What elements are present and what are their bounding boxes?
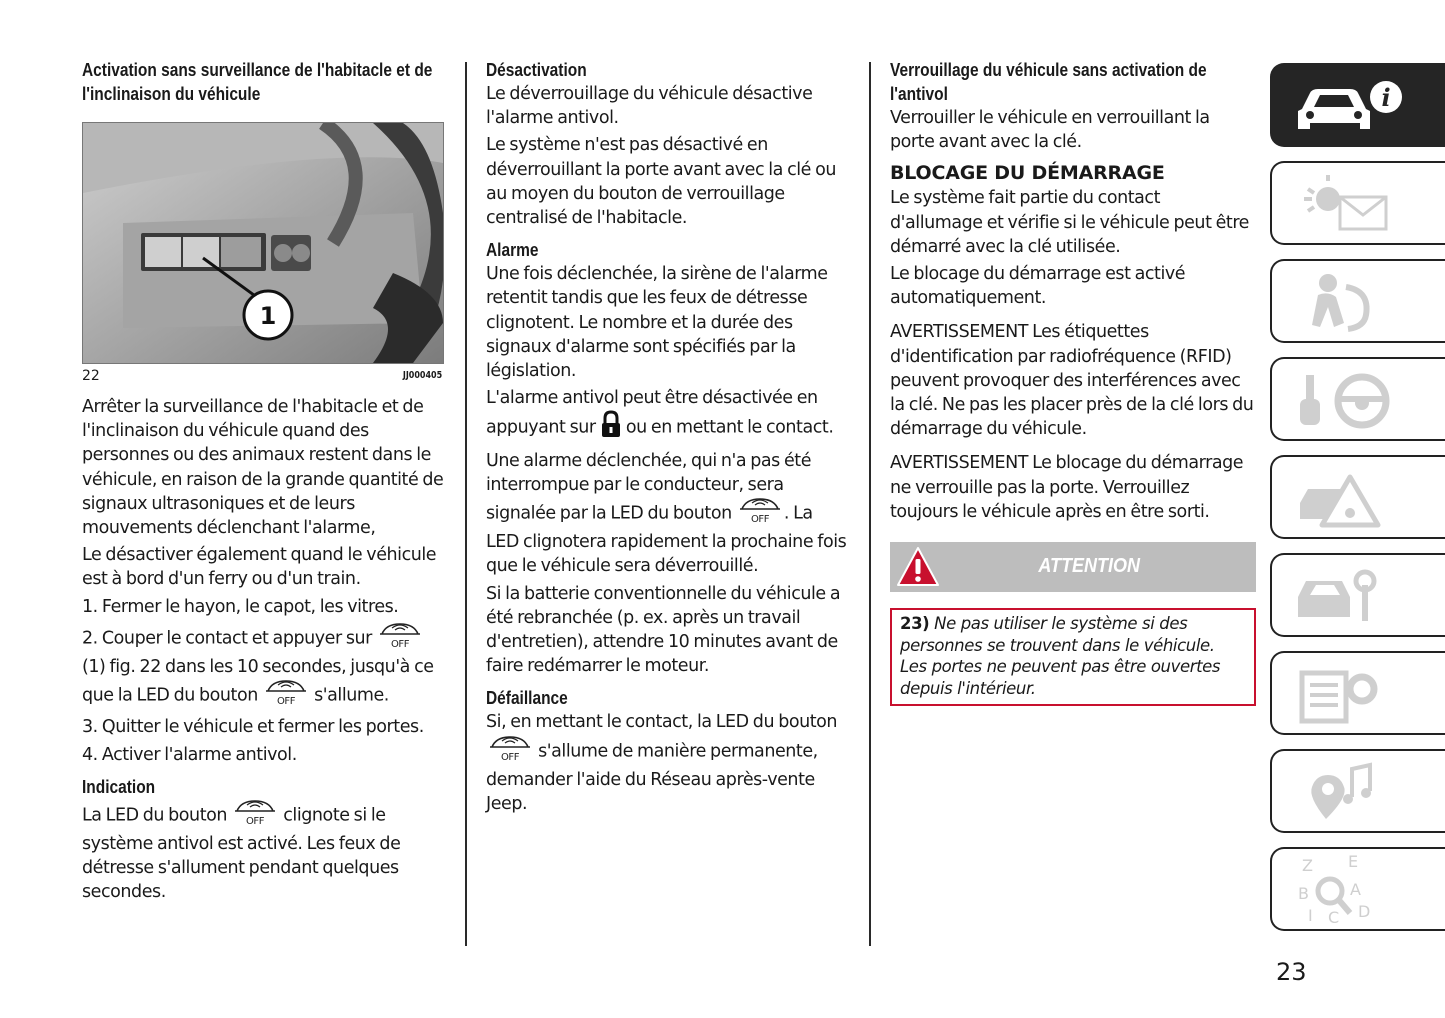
svg-text:i: i	[1381, 83, 1391, 112]
off-label: OFF	[750, 514, 769, 524]
figure-22	[82, 122, 444, 364]
alarm-off-button-icon	[486, 735, 534, 768]
indication-text-a: La LED du bouton	[82, 805, 228, 826]
tab-car-info[interactable]	[1270, 63, 1445, 147]
tab-emergency[interactable]	[1270, 455, 1445, 539]
defaillance-heading: Défaillance	[486, 688, 568, 709]
multimedia-icon	[1290, 757, 1410, 827]
note-box	[890, 608, 1256, 706]
note-body: Ne pas utiliser le système si des personnes se trouvent dans le véhicule. Les portes ne peuvent pas être ouvertes depuis l'intérieur.	[900, 614, 1221, 698]
paragraph-text: Si, en mettant le contact, la LED du bouton	[486, 712, 838, 733]
alarm-off-button-icon	[231, 799, 279, 832]
paragraph: Arrêter la surveillance de l'habitacle et de l'inclinaison du véhicule quand des personnes ou des animaux restent dans le véhicule, en raison de la grande quantité de signaux ultrasoniques et de leurs mouvements déclenchant l'alarme,	[82, 397, 444, 539]
column-2	[486, 58, 848, 819]
step-2-text: (1) fig. 22 dans les 10 secondes, jusqu'à ce que la LED du bouton	[82, 657, 434, 706]
car-maintenance-icon	[1290, 561, 1410, 631]
paragraph-text: s'allume de manière permanente, demander l'aide du Réseau après-vente Jeep.	[486, 741, 818, 815]
paragraph: Le blocage du démarrage est activé automatiquement.	[890, 264, 1186, 309]
paragraph-text: Une alarme déclenchée, qui n'a pas été interrompue par le conducteur, sera signalée par la LED du bouton	[486, 450, 812, 524]
paragraph: Si la batterie conventionnelle du véhicule a été rebranchée (p. ex. après un travail d'entretien), attendre 10 minutes avant de faire redémarrer le moteur.	[486, 583, 841, 677]
step-1: 1. Fermer le hayon, le capot, les vitres.	[82, 596, 399, 617]
alarm-off-button-icon	[736, 497, 784, 530]
paragraph: Le désactiver également quand le véhicule est à bord d'un ferry ou d'un train.	[82, 545, 437, 590]
column-3	[890, 58, 1256, 706]
desactivation-heading: Désactivation	[486, 60, 587, 80]
tab-maintenance[interactable]	[1270, 553, 1445, 637]
svg-text:B: B	[1298, 884, 1309, 903]
tab-safety[interactable]	[1270, 259, 1445, 343]
column-1	[82, 58, 447, 908]
warning-paragraph: AVERTISSEMENT Les étiquettes d'identification par radiofréquence (RFID) peuvent provoquer des interférences avec la clé. Ne pas les placer près de la clé lors du démarrage du véhicule.	[890, 322, 1254, 440]
svg-text:E: E	[1348, 855, 1359, 871]
indication-text-b: clignote si le système antivol est activé. Les feux de détresse s'allument pendant quelques secondes.	[82, 805, 401, 903]
step-2-text: s'allume.	[314, 685, 389, 706]
figure-callout: 1	[259, 302, 277, 330]
indication-text	[82, 799, 447, 905]
emergency-breakdown-icon	[1290, 463, 1410, 533]
alphabetical-index-icon	[1290, 855, 1410, 925]
note-text	[900, 613, 1246, 699]
svg-text:Z: Z	[1302, 856, 1313, 875]
figure-caption	[82, 367, 442, 385]
alarm-off-button-icon	[262, 679, 310, 712]
dashboard-photo	[83, 123, 443, 363]
alarme-heading: Alarme	[486, 240, 539, 261]
paragraph	[486, 449, 848, 579]
tab-multimedia[interactable]	[1270, 749, 1445, 833]
off-label: OFF	[246, 815, 265, 825]
section-heading: Activation sans surveillance de l'habitacle et de l'inclinaison du véhicule	[82, 60, 433, 104]
alarm-off-button-icon	[376, 622, 424, 655]
column-divider-2	[869, 62, 871, 946]
figure-number: 22	[82, 368, 100, 384]
tab-warning-lights[interactable]	[1270, 161, 1445, 245]
step-2-text: 2. Couper le contact et appuyer sur	[82, 628, 372, 649]
svg-text:A: A	[1350, 880, 1361, 899]
paragraph-text: ou en mettant le contact.	[625, 418, 834, 439]
attention-banner	[890, 542, 1256, 592]
svg-text:D: D	[1358, 902, 1371, 921]
indication-heading: Indication	[82, 776, 156, 797]
warning-paragraph: AVERTISSEMENT Le blocage du démarrage ne verrouille pas la porte. Verrouillez toujours le véhicule après en être sorti.	[890, 453, 1244, 522]
svg-text:I: I	[1308, 906, 1313, 925]
car-info-icon	[1290, 71, 1410, 141]
padlock-icon	[600, 410, 622, 445]
step-4: 4. Activer l'alarme antivol.	[82, 744, 297, 765]
paragraph: Le système n'est pas désactivé en déverrouillant la porte avant avec la clé ou au moyen du bouton de verrouillage centralisé de l'habitacle.	[486, 135, 836, 229]
step-3: 3. Quitter le véhicule et fermer les portes.	[82, 717, 424, 738]
paragraph	[486, 710, 848, 816]
off-label: OFF	[276, 696, 295, 706]
verrouillage-heading: Verrouillage du véhicule sans activation de l'antivol	[890, 60, 1207, 104]
paragraph: Le déverrouillage du véhicule désactive l'alarme antivol.	[486, 84, 813, 129]
paragraph	[486, 386, 848, 445]
tab-index[interactable]	[1270, 847, 1445, 931]
paragraph-text: L'alarme antivol peut être désactivée en appuyant sur	[486, 388, 818, 439]
tab-technical-data[interactable]	[1270, 651, 1445, 735]
svg-text:C: C	[1328, 908, 1340, 925]
page-number: 23	[1276, 958, 1307, 986]
paragraph-text: . La LED clignotera rapidement la prochaine fois que le véhicule sera déverrouillé.	[486, 503, 847, 577]
attention-label: ATTENTION	[1038, 555, 1141, 578]
key-steering-wheel-icon	[1290, 365, 1410, 435]
note-number: 23)	[900, 614, 930, 634]
technical-data-icon	[1290, 659, 1410, 729]
tab-starting-driving[interactable]	[1270, 357, 1445, 441]
warning-lights-mail-icon	[1290, 169, 1410, 239]
blocage-heading: BLOCAGE DU DÉMARRAGE	[890, 162, 1165, 185]
figure-code: JJ000405	[402, 370, 442, 381]
paragraph: Une fois déclenchée, la sirène de l'alarme retentit tandis que les feux de détresse clignotent. Le nombre et la durée des signaux d'alarme sont spécifiés par la législation.	[486, 264, 828, 382]
column-divider-1	[465, 62, 467, 946]
airbag-seat-icon	[1290, 267, 1410, 337]
off-label: OFF	[500, 751, 520, 761]
paragraph: Le système fait partie du contact d'allumage et vérifie si le véhicule peut être démarré avec la clé utilisée.	[890, 188, 1250, 257]
step-2	[82, 622, 447, 713]
paragraph: Verrouiller le véhicule en verrouillant la porte avant avec la clé.	[890, 108, 1210, 153]
off-label: OFF	[391, 638, 410, 648]
